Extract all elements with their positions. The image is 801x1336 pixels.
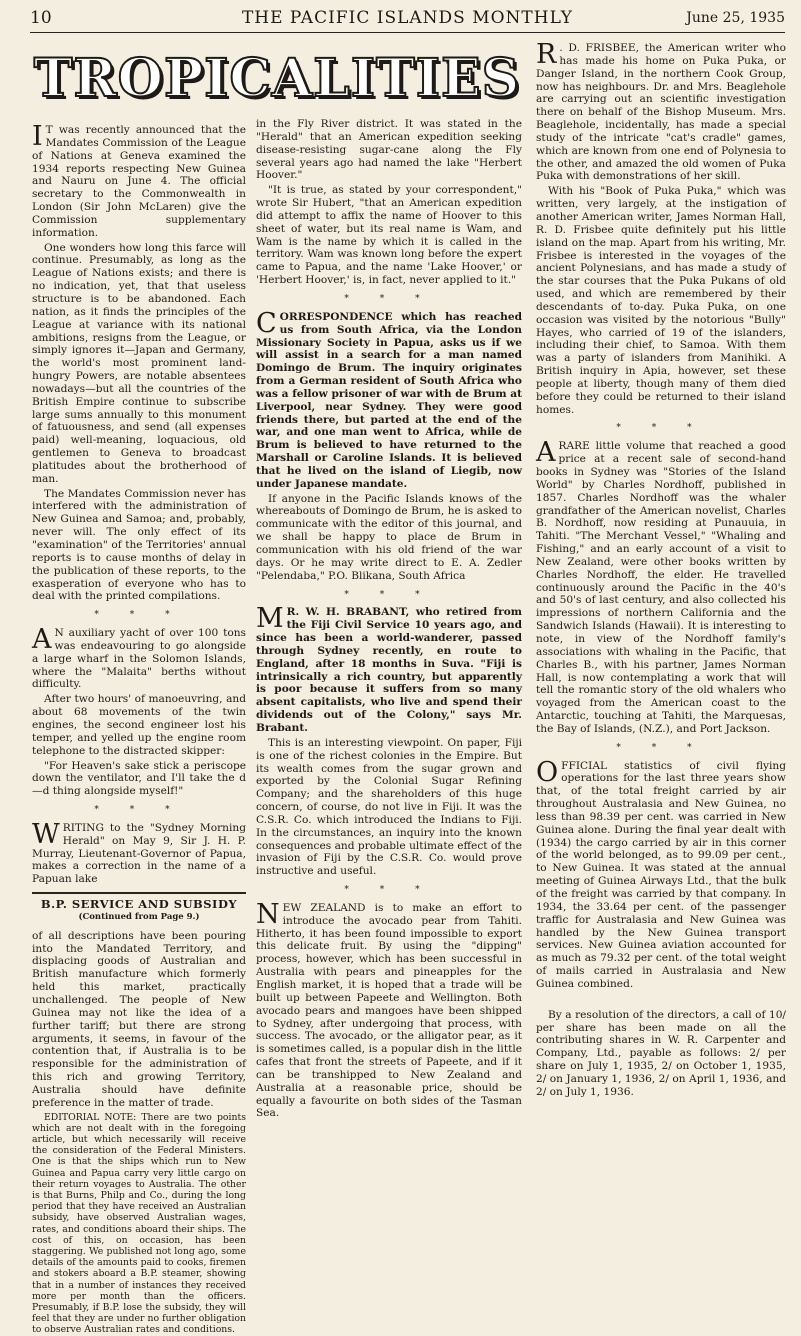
issue-date: June 25, 1935 <box>686 10 785 26</box>
paragraph: After two hours' of manoeuvring, and about 68 movements of the twin engines, the second engineer lost his temper, and yelled up the engine room telephone to the distracted skipper: <box>32 693 246 757</box>
drop-cap: N <box>256 898 280 930</box>
paragraph: "For Heaven's sake stick a periscope down the ventilator, and I'll take the d—d thing alongside myself!" <box>32 759 246 798</box>
paragraph: EDITORIAL NOTE: There are two points which are not dealt with in the foregoing article, but which necessarily will receive the consideration of the Federal Ministers. One is that the ships which run to New Guinea and Papua carry very little cargo on their return voyages to Australia. The other is that Burns, Philp and Co., during the long period that they have received an Australian subsidy, have observed Australian wages, rates, and conditions aboard their ships. The cost of this, on occasion, has been staggering. We published not long ago, some details of the amounts paid to cooks, firemen and stokers aboard a B.P. steamer, showing that in a number of instances they received more per month than the officers. Presumably, if B.P. lose the subsidy, they will feel that they are under no further obligation to observe Australian rates and conditions. <box>32 1111 246 1336</box>
paragraph: If anyone in the Pacific Islands knows of the whereabouts of Domingo de Brum, he is asked to communicate with the editor of this journal, and we shall be happy to place de Brum in communication with his old friend of the war days. Or he may write direct to E. A. Zedler "Pelendaba," P.O. Blikana, South Africa <box>256 492 522 582</box>
paragraph: M R. W. H. BRABANT, who retired from the Fiji Civil Service 10 years ago, and since has been a world-wanderer, passed through Sydney recently, en route to England, after 18 months in Suva. "Fiji is intrinsically a rich country, but apparently is poor because it suffers from so many absent capitalists, who live and spend their dividends out of the Colony," says Mr. Brabant. <box>256 603 522 734</box>
drop-cap: I <box>32 121 43 152</box>
paragraph: CORRESPONDENCE which has reached us from South Africa, via the London Missionary Society in Papua, asks us if we will assist in a search for a man named Domingo de Brum. The inquiry originates from a German resident of South Africa who was a fellow prisoner of war with de Brum at Liverpool, near Sydney. They were good friends there, but parted at the end of the war, and one man went to Africa, while de Brum is believed to have returned to the Marshall or Caroline Islands. It is believed that he lived on the island of Liegib, now under Japanese mandate. <box>256 307 522 490</box>
section-divider: * * * <box>344 293 434 304</box>
banner-title: TROPICALITIES <box>33 48 521 109</box>
paragraph: OFFICIAL statistics of civil flying operations for the last three years show that, of the total freight carried by air throughout Australasia and New Guinea, no less than 98.39 per cent. was carried in New Guinea alone. During the final year dealt with (1934) the cargo carried by air in this corner of the world belonged, as to 99.09 per cent., to New Guinea. It was stated at the annual meeting of Guinea Airways Ltd., that the bulk of the freight was carried by that company. In 1934, the 33.64 per cent. of the passenger traffic for Australasia and New Guinea was handled by the New Guinea transport services. New Guinea aviation accounted for as much as 79.32 per cent. of the total weight of mails carried in Australasia and New Guinea combined. <box>536 756 786 990</box>
page-number: 10 <box>30 8 52 28</box>
article-heading: B.P. SERVICE AND SUBSIDY <box>40 897 238 912</box>
drop-cap: R <box>536 39 557 70</box>
drop-cap: A <box>32 624 52 656</box>
section-divider: * * * <box>94 610 184 621</box>
drop-cap: C <box>256 307 277 339</box>
paragraph: The Mandates Commission never has interfered with the administration of New Guinea and Samoa; and, probably, never will. The only effect of its "examination" of the Territories' annual reports is to cause months of delay in the publication of these reports, to the exasperation of everyone who has to deal with the printed compilations. <box>32 487 246 603</box>
paragraph: A N auxiliary yacht of over 100 tons was endeavouring to go alongside a large wharf in the Solomon Islands, where the "Malaita" berths without difficulty. <box>32 624 246 691</box>
section-divider: * * * <box>344 589 434 600</box>
paragraph: NEW ZEALAND is to make an effort to introduce the avocado pear from Tahiti. Hitherto, it has been found impossible to export this delicate fruit. By using the "dipping" process, however, which has been successful in Australia with pears and pineapples for the English market, it is hoped that a trade will be built up between Papeete and Wellington. Both avocado pears and mangoes have been shipped to Sydney, after undergoing that process, with success. The avocado, or the alligator pear, as it is sometimes called, is a popular dish in the little cafes that front the streets of Papeete, and if it can be transhipped to New Zealand and Australia at a reasonable price, should be equally a favourite on both sides of the Tasman Sea. <box>256 898 522 1120</box>
paragraph: ARARE little volume that reached a good price at a recent sale of second-hand books in Sydney was "Stories of the Island World" by Charles Nordhoff, published in 1857. Charles Nordhoff was the whaler grandfather of the American novelist, Charles B. Nordhoff, now residing at Punauuia, in Tahiti. "The Merchant Vessel," "Whaling and Fishing," and an early account of a visit to New Zealand, were other books written by Charles Nordhoff, the elder. He travelled continuously around the Pacific in the 40's and 50's of last century, and also collected his impressions of northern California and the Sandwich Islands (Hawaii). It is interesting to note, in view of the Nordhoff family's associations with whaling in the Pacific, that Charles B., with his partner, James Norman Hall, is now contemplating a work that will tell the romantic story of the old whalers who voyaged from the American coast to the Antarctic, touching at Tahiti, the Marquesas, the Bay of Islands, (N.Z.), and Port Jackson. <box>536 437 786 735</box>
paragraph: in the Fly River district. It was stated in the "Herald" that an American expedition seeking disease-resisting sugar-cane along the Fly several years ago had named the lake "Herbert Hoover." <box>256 118 522 182</box>
section-banner <box>32 46 522 112</box>
paragraph: "It is true, as stated by your correspondent," wrote Sir Hubert, "that an American expedition did attempt to affix the name of Hoover to this sheet of water, but its real name is Wam, and Wam is the name by which it is called in the territory. Wam was known long before the expert came to Papua, and the name 'Lake Hoover,' or 'Herbert Hoover,' is, in fact, never applied to it." <box>256 184 522 287</box>
section-divider: * * * <box>616 742 706 753</box>
paragraph: of all descriptions have been pouring into the Mandated Territory, and displacing goods of Australian and British manufacture which formerly held this market, practically unchallenged. The people of New Guinea may not like the idea of a further tariff; but there are strong arguments, it seems, in favour of the contention that, if Australia is to be responsible for the administration of this rich and growing Territory, Australia should have definite preference in the matter of trade. <box>32 929 246 1109</box>
masthead: THE PACIFIC ISLANDS MONTHLY <box>241 8 574 28</box>
drop-cap: O <box>536 756 559 788</box>
editorial-note <box>32 1112 246 1336</box>
column-3 <box>536 39 786 1101</box>
section-rule <box>32 892 246 894</box>
article-subheading: (Continued from Page 9.) <box>78 911 200 922</box>
drop-cap: A <box>536 437 556 469</box>
section-divider: * * * <box>344 885 434 896</box>
paragraph: I T was recently announced that the Mandates Commission of the League of Nations at Geneva examined the 1934 reports respecting New Guinea and Nauru on June 4. The official secretary to the Commonwealth in London (Sir John McLaren) give the Commission supplementary information. <box>32 121 246 239</box>
paragraph: By a resolution of the directors, a call of 10/ per share has been made on all the contributing shares in W. R. Carpenter and Company, Ltd., payable as follows: 2/ per share on July 1, 1935, 2/ on October 1, 1935, 2/ on January 1, 1936, 2/ on April 1, 1936, and 2/ on July 1, 1936. <box>536 1008 786 1098</box>
column-2 <box>256 118 522 1122</box>
paragraph: One wonders how long this farce will continue. Presumably, as long as the League of Nations exists; and there is no indication, yet, that that useless structure is to be abandoned. Each nation, as it finds the principles of the League at variance with its national ambitions, resigns from the League, or simply ignores it—Japan and Germany, the world's most prominent land-hungry Powers, are notable absentees nowadays—but all the countries of the British Empire continue to subscribe large sums annually to this monument of fatuousness, and send (all expenses paid) well-meaning, loquacious, old gentlemen to Geneva to broadcast platitudes about the brotherhood of man. <box>32 241 246 485</box>
paragraph: WRITING to the "Sydney Morning Herald" on May 9, Sir J. H. P. Murray, Lieutenant-Governor of Papua, makes a correction in the name of a Papuan lake <box>32 818 246 886</box>
column-1 <box>32 121 246 1336</box>
paragraph: This is an interesting viewpoint. On paper, Fiji is one of the richest colonies in the Empire. But its wealth comes from the sugar grown and exported by the Colonial Sugar Refining Company; and the shareholders of this huge concern, of course, do not live in Fiji. It was the C.S.R. Co. which introduced the Indians to Fiji. In the circumstances, an inquiry into the known consequences and probable ultimate effect of the invasion of Fiji by the C.S.R. Co. would prove instructive and useful. <box>256 736 522 878</box>
paragraph: R . D. FRISBEE, the American writer who has made his home on Puka Puka, or Danger Island, in the northern Cook Group, now has neighbours. Dr. and Mrs. Beaglehole are carrying out an scientific investigation there on behalf of the Bishop Museum. Mrs. Beaglehole, incidentally, has made a special study of the intricate "cat's cradle" games, which are known from one end of Polynesia to the other, and amazed the old women of Puka Puka with demonstrations of her skill. <box>536 39 786 183</box>
section-divider: * * * <box>616 423 706 434</box>
paragraph: With his "Book of Puka Puka," which was written, very largely, at the instigation of another American writer, James Norman Hall, R. D. Frisbee quite definitely put his little island on the map. Apart from his writing, Mr. Frisbee is interested in the voyages of the ancient Polynesians, and has made a study of the star courses that the Puka Pukans of old used, and which are remembered by their descendants of to-day. Puka Puka, on one occasion was visited by the notorious "Bully" Hayes, who carried of 19 of the islanders, including their chief, to Samoa. With them was a party of islanders from Manihiki. A British inquiry in Apia, however, set these people at liberty, though many of them died before they could be returned to their island homes. <box>536 185 786 416</box>
section-divider: * * * <box>94 805 184 816</box>
drop-cap: W <box>32 818 60 850</box>
page-header <box>30 8 785 33</box>
drop-cap: M <box>256 603 284 635</box>
